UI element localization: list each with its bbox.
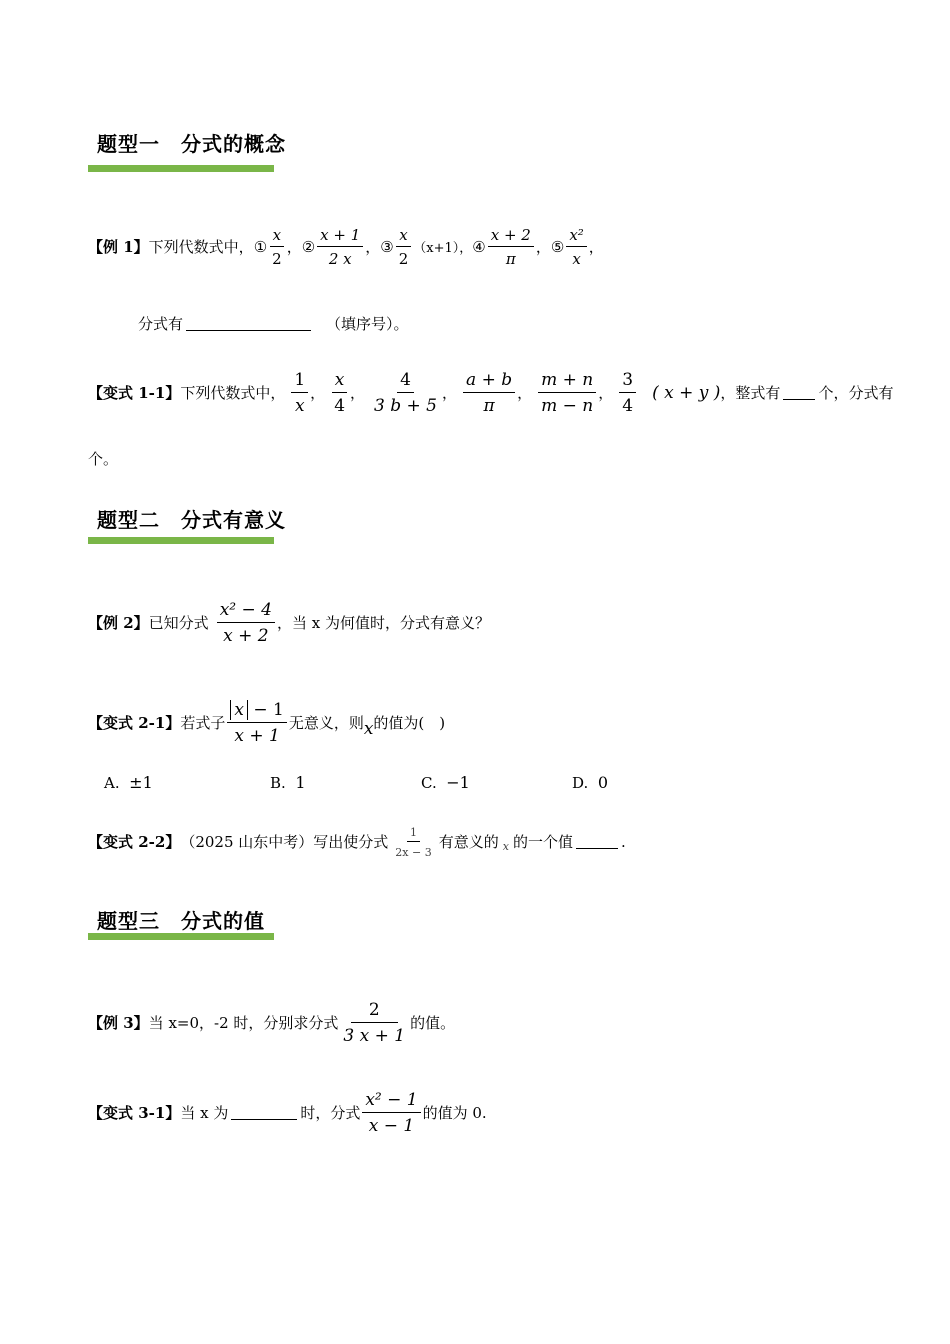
item-3-label: ③	[380, 237, 394, 256]
option-a[interactable]: A. ±1	[104, 773, 153, 792]
section-title-2: 题型二 分式有意义	[97, 508, 286, 532]
variant-3-1-fraction: $\frac{\text{x² − 1}}{x - 1}$	[362, 1090, 420, 1135]
example-2-tag: 【例 2】	[88, 614, 149, 632]
v11-fraction-2: $\frac{x}{4}$	[331, 370, 348, 415]
section-underline-1	[88, 165, 274, 172]
variant-1-1-text: 下列代数式中，	[180, 384, 286, 402]
variant-3-1-tag: 【变式 3-1】	[88, 1104, 181, 1122]
variant-2-1-fraction: $\frac{x - 1}{x + 1}$	[227, 700, 286, 745]
item-5-label: ⑤	[550, 237, 565, 256]
variant-1-1-tag: 【变式 1-1】	[88, 384, 181, 402]
v11-fraction-4: $\frac{a + b}{\pi}$	[463, 370, 515, 415]
answer-prefix: 分式有	[138, 315, 184, 333]
example-3-tag: 【例 3】	[88, 1014, 149, 1032]
example-1-answer	[138, 313, 409, 334]
item-1-label: ①	[253, 237, 268, 256]
example-3-fraction: $\frac{2}{3 x + 1}$	[343, 1000, 406, 1046]
v11-fraction-5: $\frac{m + n}{m - n}$	[538, 370, 596, 415]
example-3: 【例 3】 当 x=0，-2 时，分别求分式 $\frac{2}{3 x + 1}$ 的值。	[88, 1000, 456, 1046]
item-4-label: ④	[472, 237, 486, 256]
variant-1-1-cont: 个。	[88, 450, 119, 468]
variant-2-1: 【变式 2-1】 若式子 $\frac{x - 1}{x + 1}$ 无意义，则 x 的值为( )	[88, 700, 446, 746]
value-blank[interactable]	[576, 834, 618, 849]
section-underline-2	[88, 537, 274, 544]
x-value-blank[interactable]	[231, 1105, 297, 1120]
item-5-fraction: $\frac{\text{x²}}{x}$	[566, 226, 586, 267]
item-4-fraction: $\frac{x + 2}{\pi}$	[488, 226, 534, 267]
example-2: 【例 2】 已知分式 $\frac{\text{x² − 4}}{x + 2}$ ，当 x 为何值时，分式有意义？	[88, 600, 490, 646]
variant-2-2-tag: 【变式 2-2】	[88, 833, 181, 851]
example-1: 【例 1】 下列代数式中， ① $\frac{x}{2}$ ， ② $\frac{x + 1}{2 x}$ ， ③ $\frac{x}{2}$ （x+1）， ④ $\frac{x + 2}{\pi}$ ， ⑤ $\frac{\text{x²}}{x}$ ，	[88, 226, 604, 268]
option-b[interactable]: B. 1	[270, 773, 306, 792]
variant-1-1: 【变式 1-1】 下列代数式中， $\frac{1}{x}$ ， $\frac{x}{4}$ ， $\frac{4}{3 b + 5}$ ， $\frac{a + b}{\pi}$ ， $\frac{m + n}{m - n}$ ， $\frac{3}{4}$ ( x + y ) ，整式有 个，分式有	[88, 370, 894, 416]
v11-tail-expression: ( x + y )	[652, 382, 721, 403]
v11-fraction-1: $\frac{1}{x}$	[291, 370, 308, 415]
item-1-fraction: $\frac{x}{2}$	[269, 226, 285, 267]
variant-2-2: 【变式 2-2】 （2025 山东中考）写出使分式 $\frac{1}{2x - 3}$ 有意义的 x 的一个值 .	[88, 826, 626, 859]
item-2-label: ②	[301, 237, 316, 256]
example-1-tag: 【例 1】	[88, 238, 149, 256]
variant-3-1: 【变式 3-1】 当 x 为 时，分式 $\frac{\text{x² − 1}}{x - 1}$ 的值为 0.	[88, 1090, 487, 1136]
answer-blank[interactable]	[186, 316, 311, 331]
variant-2-1-tag: 【变式 2-1】	[88, 714, 181, 732]
answer-suffix: （填序号）。	[326, 315, 409, 333]
option-c[interactable]: C. −1	[421, 773, 470, 792]
integer-count-blank[interactable]	[783, 385, 815, 400]
item-3-fraction: $\frac{x}{2}$	[396, 226, 412, 267]
item-2-fraction: $\frac{x + 1}{2 x}$	[317, 226, 363, 267]
section-title-1: 题型一 分式的概念	[97, 132, 286, 156]
example-1-text: 下列代数式中，	[148, 238, 254, 256]
v11-fraction-6: $\frac{3}{4}$	[619, 370, 636, 415]
variant-2-2-fraction: $\frac{1}{2x - 3}$	[395, 826, 432, 859]
example-2-fraction: $\frac{\text{x² − 4}}{x + 2}$	[217, 600, 275, 645]
section-title-3: 题型三 分式的值	[97, 909, 265, 933]
option-d[interactable]: D. 0	[572, 773, 608, 792]
v11-fraction-3: $\frac{4}{3 b + 5}$	[374, 370, 438, 416]
section-underline-3	[88, 933, 274, 940]
